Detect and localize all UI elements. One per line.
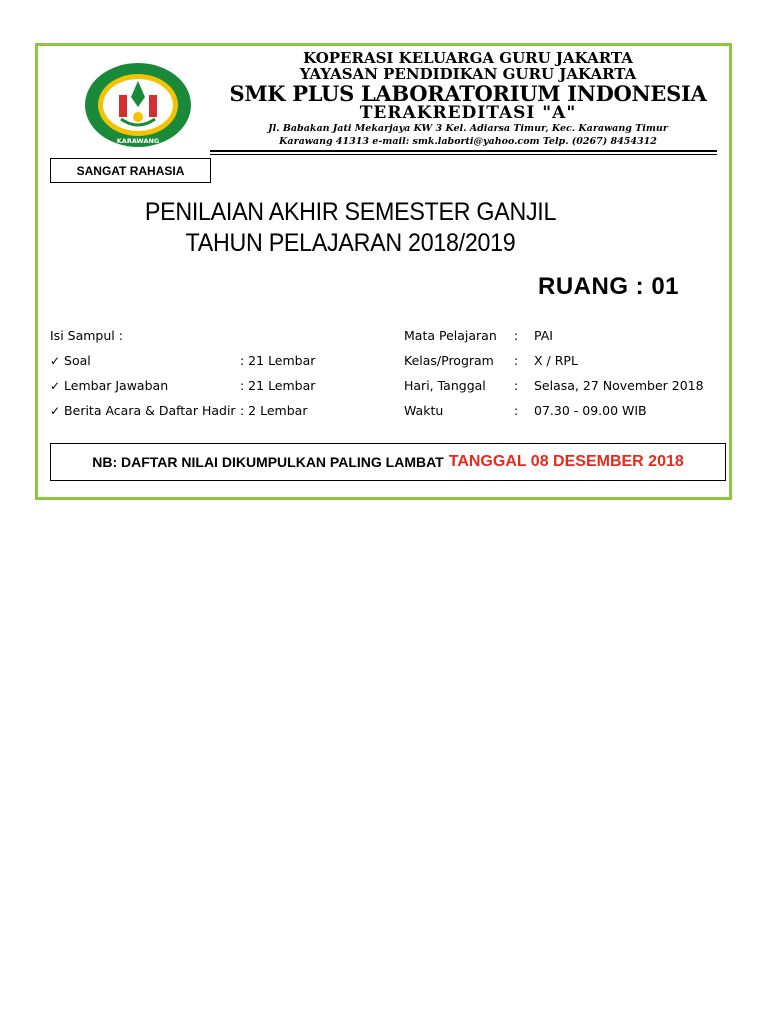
letterhead-divider-thick bbox=[210, 150, 717, 152]
detail-value-date: Selasa, 27 November 2018 bbox=[534, 378, 704, 393]
contents-item bbox=[50, 378, 168, 393]
letterhead-accreditation: TERAKREDITASI "A" bbox=[359, 102, 577, 123]
contents-item-label: Lembar Jawaban bbox=[64, 378, 169, 393]
title-line-1: PENILAIAN AKHIR SEMESTER GANJIL bbox=[144, 198, 557, 226]
contents-item-value: : 21 Lembar bbox=[240, 353, 316, 368]
school-logo-icon bbox=[83, 61, 193, 149]
checkmark-icon: ✓ bbox=[50, 404, 61, 418]
detail-value-time: 07.30 - 09.00 WIB bbox=[534, 403, 647, 418]
detail-label-class: Kelas/Program bbox=[404, 353, 494, 368]
secret-label: SANGAT RAHASIA bbox=[50, 158, 211, 183]
checkmark-icon: ✓ bbox=[50, 379, 61, 393]
detail-value-subject: PAI bbox=[534, 328, 553, 343]
detail-separator: : bbox=[514, 403, 519, 418]
checkmark-icon: ✓ bbox=[50, 354, 61, 368]
letterhead-divider-thin bbox=[210, 154, 717, 155]
contents-item bbox=[50, 403, 236, 418]
detail-separator: : bbox=[514, 328, 519, 343]
letterhead-address-2: Karawang 41313 e-mail: smk.laborti@yahoo.com Telp. (0267) 8454312 bbox=[279, 136, 657, 148]
detail-separator: : bbox=[514, 378, 519, 393]
logo-bottom-text: KARAWANG bbox=[116, 137, 160, 145]
detail-separator: : bbox=[514, 353, 519, 368]
deadline-date: TANGGAL 08 DESEMBER 2018 bbox=[448, 453, 684, 470]
letterhead-line-2: YAYASAN PENDIDIKAN GURU JAKARTA bbox=[299, 64, 637, 83]
title-line-2: TAHUN PELAJARAN 2018/2019 bbox=[185, 229, 516, 257]
contents-item-value: : 21 Lembar bbox=[240, 378, 316, 393]
room-label: RUANG : 01 bbox=[538, 273, 680, 300]
letterhead-address-1: Jl. Babakan Jati Mekarjaya KW 3 Kel. Adiarsa Timur, Kec. Karawang Timur bbox=[268, 123, 668, 135]
detail-label-subject: Mata Pelajaran bbox=[404, 328, 497, 343]
contents-heading: Isi Sampul : bbox=[50, 328, 123, 343]
letterhead bbox=[208, 51, 728, 149]
deadline-note-text: NB: DAFTAR NILAI DIKUMPULKAN PALING LAMBAT bbox=[92, 454, 444, 470]
letterhead-school-name: SMK PLUS LABORATORIUM INDONESIA bbox=[229, 80, 707, 106]
detail-label-date: Hari, Tanggal bbox=[404, 378, 486, 393]
contents-item bbox=[50, 353, 91, 368]
detail-value-class: X / RPL bbox=[534, 353, 578, 368]
deadline-note bbox=[50, 443, 726, 481]
letterhead-line-1: KOPERASI KELUARGA GURU JAKARTA bbox=[303, 49, 633, 67]
contents-item-label: Berita Acara & Daftar Hadir bbox=[64, 403, 236, 418]
contents-item-label: Soal bbox=[64, 353, 91, 368]
document-frame bbox=[35, 43, 732, 500]
contents-item-value: : 2 Lembar bbox=[240, 403, 308, 418]
detail-label-time: Waktu bbox=[404, 403, 444, 418]
